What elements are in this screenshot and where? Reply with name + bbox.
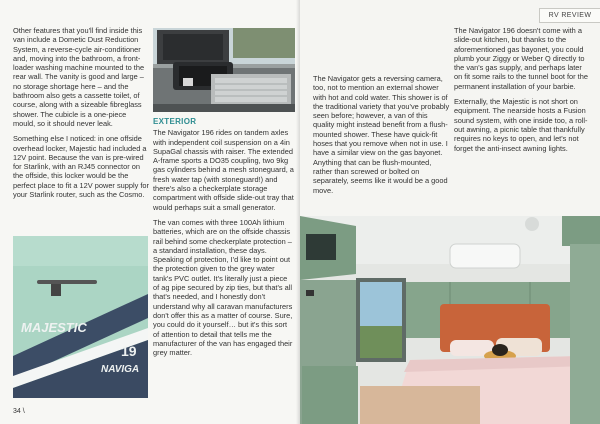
photo-majestic-decal-graphic xyxy=(13,236,148,398)
paragraph: The Navigator gets a reversing camera, too, not to mention an external shower with hot and cold water. This shower is of the traditional variety that you've probably seen before; however, a van of this quality might instead benefit from a flush-mounted shower. These have quick-fit hoses that you remove when not in use. I have a similar view on the gas bayonet. Anything that can be flush-mounted, rather than screwed or bolted on separately, seems like it would be a good move. xyxy=(313,74,450,195)
paragraph: The van comes with three 100Ah lithium batteries, which are on the offside chassis rail behind some checkerplate protection – a standard installation, these days. Speaking of protection, I'd like to point out the protection given to the grey water tank's PVC outlet. It's literally just a piece of ag pipe secured by zip ties, but that's all that's needed, and I honestly don't understand why all caravan manufacturers don't offer this as a matter of course. Sure, you could do it yourself… but it's this sort of attention to detail that tells me the manufacturer of the van has engaged their grey matter. xyxy=(153,217,293,358)
text-column-3 xyxy=(313,74,450,201)
decal-model-word: NAVIGA xyxy=(101,364,140,375)
photo-bedroom-interior xyxy=(300,216,600,424)
photo-aframe-storage-graphic xyxy=(153,28,295,112)
section-heading-exterior: EXTERIOR xyxy=(153,117,197,126)
paragraph: Other features that you'll find inside this van include a Dometic Dust Reduction System, a reverse-cycle air-conditioner and, moving into the bathroom, a front-loader washing machine mounted to the rear wall. The vanity is good and large – no storage shortage here – and the bathroom also gets a cassette toilet, of course, along with a sizeable fibreglass shower. The cubicle is a one-piece mould, so it should never leak. xyxy=(13,26,145,128)
text-column-2 xyxy=(153,117,295,363)
paragraph: The Navigator 196 rides on tandem axles with independent coil suspension on a 4in SupaGal chassis with raiser. The extended A-frame sports a DO35 coupling, two 9kg gas cylinders behind a mesh stoneguard, a fresh water tap (with stoneguard!) and there's also a checkerplate storage compartment with offside slide-out tray that would perhaps suit a small generator. xyxy=(153,128,294,212)
decal-brand-text: MAJESTIC xyxy=(21,320,87,335)
text-column-4 xyxy=(454,26,592,159)
decal-model-number: 19 xyxy=(121,343,137,359)
paragraph: Something else I noticed: in one offside overhead locker, Majestic had included a 12V point. Because the van is pre-wired for Starlink, with an RJ45 connector on the offside, this locker would be the perfect place to fit a 12V power supply for your Starlink router, such as the Cosmo. xyxy=(13,134,149,200)
text-column-1 xyxy=(13,26,149,205)
section-tag: RV REVIEW xyxy=(539,8,600,23)
paragraph: Externally, the Majestic is not short on equipment. The nearside hosts a Fusion sound system, with one inside too, a roll-out awning, a picnic table that thankfully requires no keys to open, and let's not forget the anti-insect awning lights. xyxy=(454,97,588,153)
photo-aframe-storage xyxy=(153,28,295,112)
photo-majestic-decal xyxy=(13,236,148,398)
page-number: 34 \ xyxy=(13,408,25,415)
photo-bedroom-graphic xyxy=(300,216,600,424)
right-page xyxy=(300,0,600,424)
paragraph: The Navigator 196 doesn't come with a slide-out kitchen, but thanks to the aforementioned gas bayonet, you could plumb your Ziggy or Weber Q directly to the van's gas supply, and perhaps later on fit some rails to the tunnel boot for the permanent installation of your barbie. xyxy=(454,26,588,91)
